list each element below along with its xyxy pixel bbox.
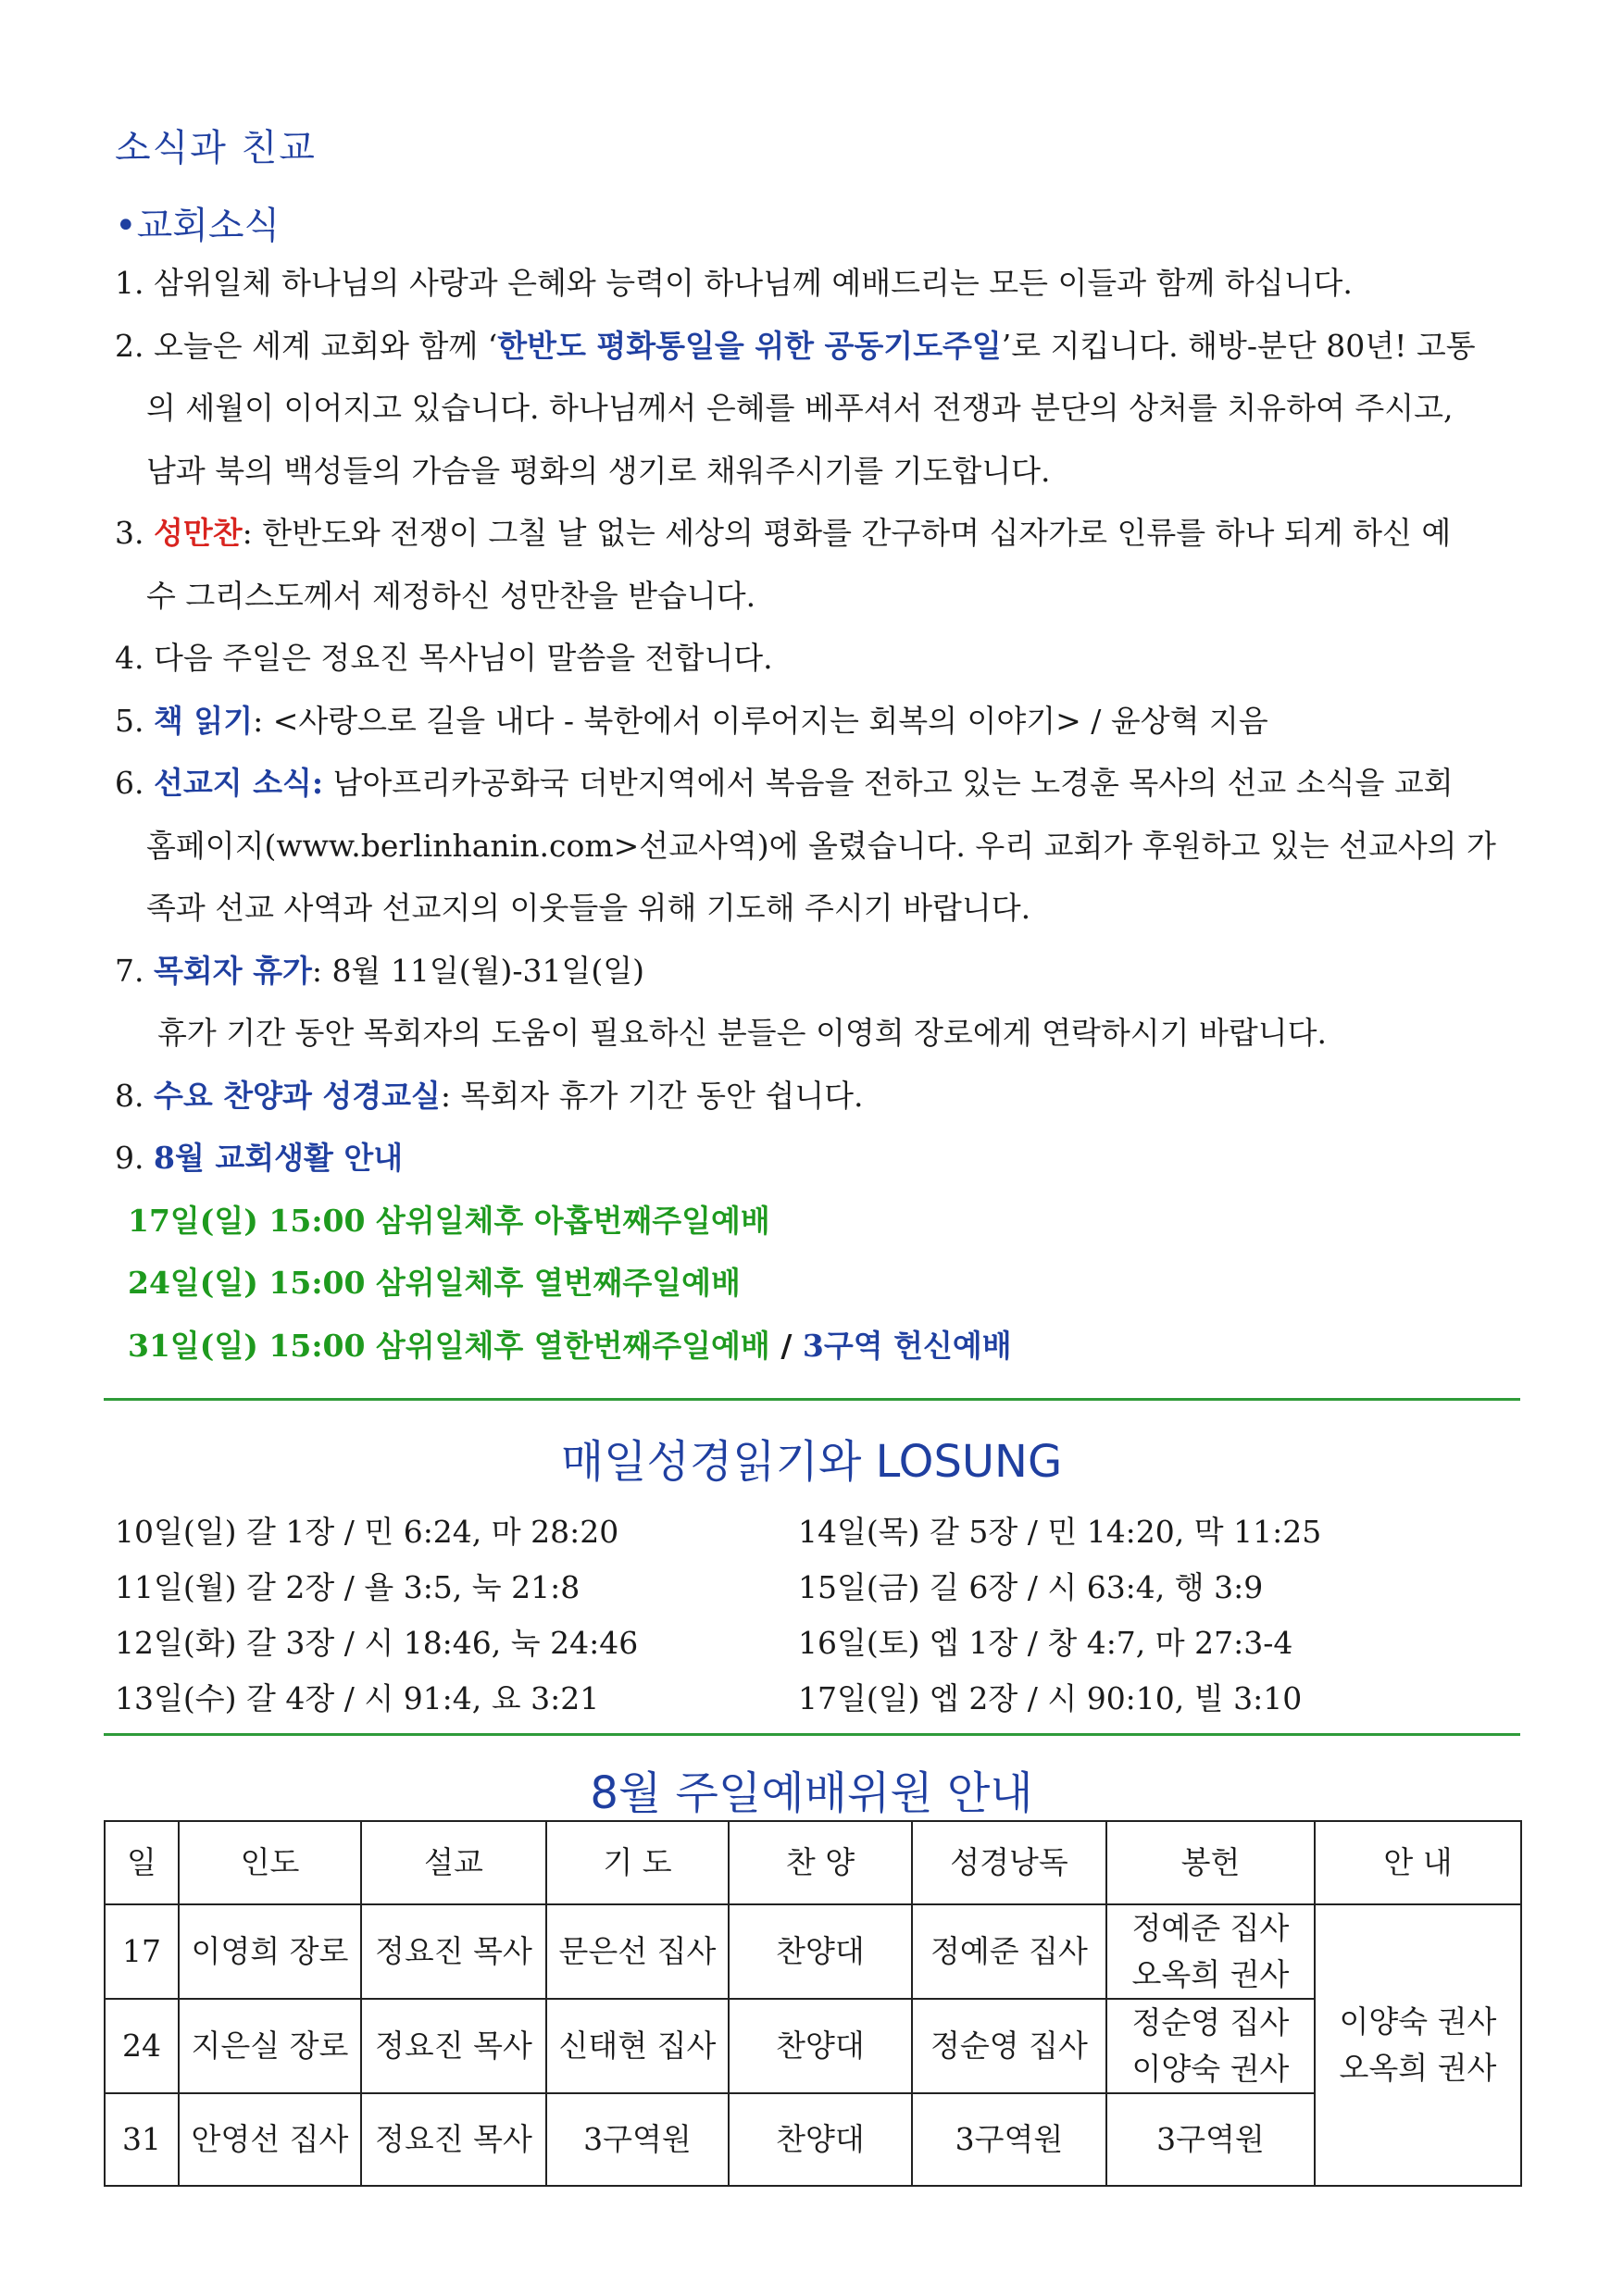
news-item-2-prefix: 2. 오늘은 세계 교회와 함께 ‘ bbox=[115, 327, 498, 364]
news-item-3-number: 3. bbox=[115, 515, 154, 551]
divider bbox=[104, 1733, 1520, 1736]
news-item-2-highlight: 한반도 평화통일을 위한 공동기도주일 bbox=[497, 327, 1002, 364]
cell-day: 17 bbox=[105, 1904, 179, 1999]
schedule-item-text: 31일(일) 15:00 삼위일체후 열한번째주일예배 bbox=[128, 1327, 770, 1364]
offering-name: 정순영 집사 bbox=[1131, 2004, 1290, 2040]
news-item-5-text: : <사랑으로 길을 내다 - 북한에서 이루어지는 회복의 이야기> / 윤상혁 지음 bbox=[253, 702, 1268, 739]
cell-choir: 찬양대 bbox=[729, 2093, 912, 2186]
cell-scripture-reading: 정예준 집사 bbox=[912, 1904, 1106, 1999]
news-item-7-text: : 8월 11일(월)-31일(일) bbox=[311, 952, 644, 989]
cell-lead: 안영선 집사 bbox=[179, 2093, 361, 2186]
cell-choir: 찬양대 bbox=[729, 1904, 912, 1999]
news-item-5-number: 5. bbox=[115, 702, 154, 739]
news-item-6-number: 6. bbox=[115, 765, 154, 801]
news-item-9 bbox=[115, 1127, 1522, 1190]
news-item-5 bbox=[115, 690, 1522, 753]
offering-name: 이양숙 권사 bbox=[1131, 2051, 1290, 2087]
table-row bbox=[105, 1904, 1521, 1999]
news-item-3-text: : 한반도와 전쟁이 그칠 날 없는 세상의 평화를 간구하며 십자가로 인류를 하나 되게 하신 예 bbox=[242, 515, 1452, 551]
cell-prayer: 신태현 집사 bbox=[546, 1999, 729, 2093]
column-header: 성경낭독 bbox=[912, 1821, 1106, 1904]
news-item-2 bbox=[115, 315, 1522, 378]
news-item-5-label: 책 읽기 bbox=[153, 702, 254, 739]
cell-prayer: 문은선 집사 bbox=[546, 1904, 729, 1999]
cell-lead: 이영희 장로 bbox=[179, 1904, 361, 1999]
news-item-6-line-3: 족과 선교 사역과 선교지의 이웃들을 위해 기도해 주시기 바랍니다. bbox=[146, 890, 1031, 926]
column-header: 인도 bbox=[179, 1821, 361, 1904]
news-item-9-number: 9. bbox=[115, 1140, 154, 1176]
reading-entry: 10일(일) 갈 1장 / 민 6:24, 마 28:20 bbox=[115, 1514, 619, 1550]
table-header-row bbox=[105, 1821, 1521, 1904]
table-row bbox=[105, 2093, 1521, 2186]
duty-roster-title: 8월 주일예배위원 안내 bbox=[590, 1767, 1033, 1819]
news-item-1: 1. 삼위일체 하나님의 사랑과 은혜와 능력이 하나님께 예배드리는 모든 이들과 함께 하십니다. bbox=[115, 265, 1353, 301]
church-news-list bbox=[115, 252, 1522, 1377]
column-header: 일 bbox=[105, 1821, 179, 1904]
cell-guide bbox=[1315, 1904, 1521, 2186]
daily-reading-title: 매일성경읽기와 LOSUNG bbox=[560, 1436, 1063, 1488]
news-item-4: 4. 다음 주일은 정요진 목사님이 말씀을 전합니다. bbox=[115, 640, 773, 676]
reading-list-left bbox=[115, 1504, 638, 1727]
news-item-8-text: : 목회자 휴가 기간 동안 쉽니다. bbox=[440, 1077, 864, 1114]
cell-sermon: 정요진 목사 bbox=[361, 1904, 546, 1999]
cell-scripture-reading: 정순영 집사 bbox=[912, 1999, 1106, 2093]
guide-name: 이양숙 권사 bbox=[1339, 2003, 1497, 2040]
reading-entry: 17일(일) 엡 2장 / 시 90:10, 빌 3:10 bbox=[798, 1680, 1303, 1716]
schedule-item-extra: 3구역 헌신예배 bbox=[802, 1327, 1012, 1364]
cell-scripture-reading: 3구역원 bbox=[912, 2093, 1106, 2186]
cell-lead: 지은실 장로 bbox=[179, 1999, 361, 2093]
cell-offering bbox=[1106, 1999, 1315, 2093]
cell-day: 31 bbox=[105, 2093, 179, 2186]
cell-offering bbox=[1106, 1904, 1315, 1999]
schedule-item: 17일(일) 15:00 삼위일체후 아홉번째주일예배 bbox=[128, 1202, 770, 1239]
offering-name: 오옥희 권사 bbox=[1131, 1956, 1290, 1992]
cell-day: 24 bbox=[105, 1999, 179, 2093]
news-item-3-label: 성만찬 bbox=[153, 515, 243, 551]
column-header: 봉헌 bbox=[1106, 1821, 1315, 1904]
news-item-2-line-3: 남과 북의 백성들의 가슴을 평화의 생기로 채워주시기를 기도합니다. bbox=[146, 452, 1051, 489]
news-item-2-suffix: ’로 지킵니다. 해방-분단 80년! 고통 bbox=[1001, 327, 1476, 364]
cell-offering: 3구역원 bbox=[1106, 2093, 1315, 2186]
news-item-7 bbox=[115, 940, 1522, 1003]
guide-name: 오옥희 권사 bbox=[1339, 2050, 1497, 2086]
news-item-6 bbox=[115, 752, 1522, 815]
column-header: 찬 양 bbox=[729, 1821, 912, 1904]
reading-entry: 13일(수) 갈 4장 / 시 91:4, 요 3:21 bbox=[115, 1680, 600, 1716]
duty-roster-table bbox=[104, 1820, 1522, 2187]
news-item-8 bbox=[115, 1065, 1522, 1128]
cell-sermon: 정요진 목사 bbox=[361, 2093, 546, 2186]
news-item-6-label: 선교지 소식: bbox=[153, 765, 324, 801]
news-item-8-number: 8. bbox=[115, 1077, 154, 1114]
news-item-7-label: 목회자 휴가 bbox=[153, 952, 312, 989]
news-item-2-line-2: 의 세월이 이어지고 있습니다. 하나님께서 은혜를 베푸셔서 전쟁과 분단의 상처를 치유하여 주시고, bbox=[146, 390, 1454, 426]
reading-entry: 11일(월) 갈 2장 / 욜 3:5, 눅 21:8 bbox=[115, 1569, 581, 1605]
news-item-3-line-2: 수 그리스도께서 제정하신 성만찬을 받습니다. bbox=[146, 577, 756, 614]
news-item-6-line-2: 홈페이지(www.berlinhanin.com>선교사역)에 올렸습니다. 우리 교회가 후원하고 있는 선교사의 가 bbox=[146, 827, 1496, 864]
news-item-7-number: 7. bbox=[115, 952, 154, 989]
cell-sermon: 정요진 목사 bbox=[361, 1999, 546, 2093]
column-header: 안 내 bbox=[1315, 1821, 1521, 1904]
news-item-6-text: 남아프리카공화국 더반지역에서 복음을 전하고 있는 노경훈 목사의 선교 소식을 교회 bbox=[323, 765, 1454, 801]
news-item-8-label: 수요 찬양과 성경교실 bbox=[153, 1077, 441, 1114]
news-item-7-line-2: 휴가 기간 동안 목회자의 도움이 필요하신 분들은 이영희 장로에게 연락하시기 바랍니다. bbox=[157, 1015, 1327, 1051]
church-news-heading: •교회소식 bbox=[115, 205, 281, 247]
column-header: 설교 bbox=[361, 1821, 546, 1904]
news-item-3 bbox=[115, 502, 1522, 565]
table-row bbox=[105, 1999, 1521, 2093]
section-title: 소식과 친교 bbox=[115, 127, 317, 169]
reading-entry: 16일(토) 엡 1장 / 창 4:7, 마 27:3-4 bbox=[798, 1625, 1293, 1661]
reading-list-right bbox=[798, 1504, 1321, 1727]
divider bbox=[104, 1398, 1520, 1401]
reading-entry: 12일(화) 갈 3장 / 시 18:46, 눅 24:46 bbox=[115, 1625, 639, 1661]
reading-entry: 15일(금) 길 6장 / 시 63:4, 행 3:9 bbox=[798, 1569, 1264, 1605]
schedule-item: 24일(일) 15:00 삼위일체후 열번째주일예배 bbox=[128, 1265, 741, 1301]
cell-prayer: 3구역원 bbox=[546, 2093, 729, 2186]
news-item-9-label: 8월 교회생활 안내 bbox=[153, 1140, 404, 1176]
schedule-item-separator: / bbox=[769, 1327, 803, 1364]
offering-name: 정예준 집사 bbox=[1131, 1910, 1290, 1946]
cell-choir: 찬양대 bbox=[729, 1999, 912, 2093]
schedule-item bbox=[115, 1315, 1522, 1378]
reading-entry: 14일(목) 갈 5장 / 민 14:20, 막 11:25 bbox=[798, 1514, 1322, 1550]
column-header: 기 도 bbox=[546, 1821, 729, 1904]
